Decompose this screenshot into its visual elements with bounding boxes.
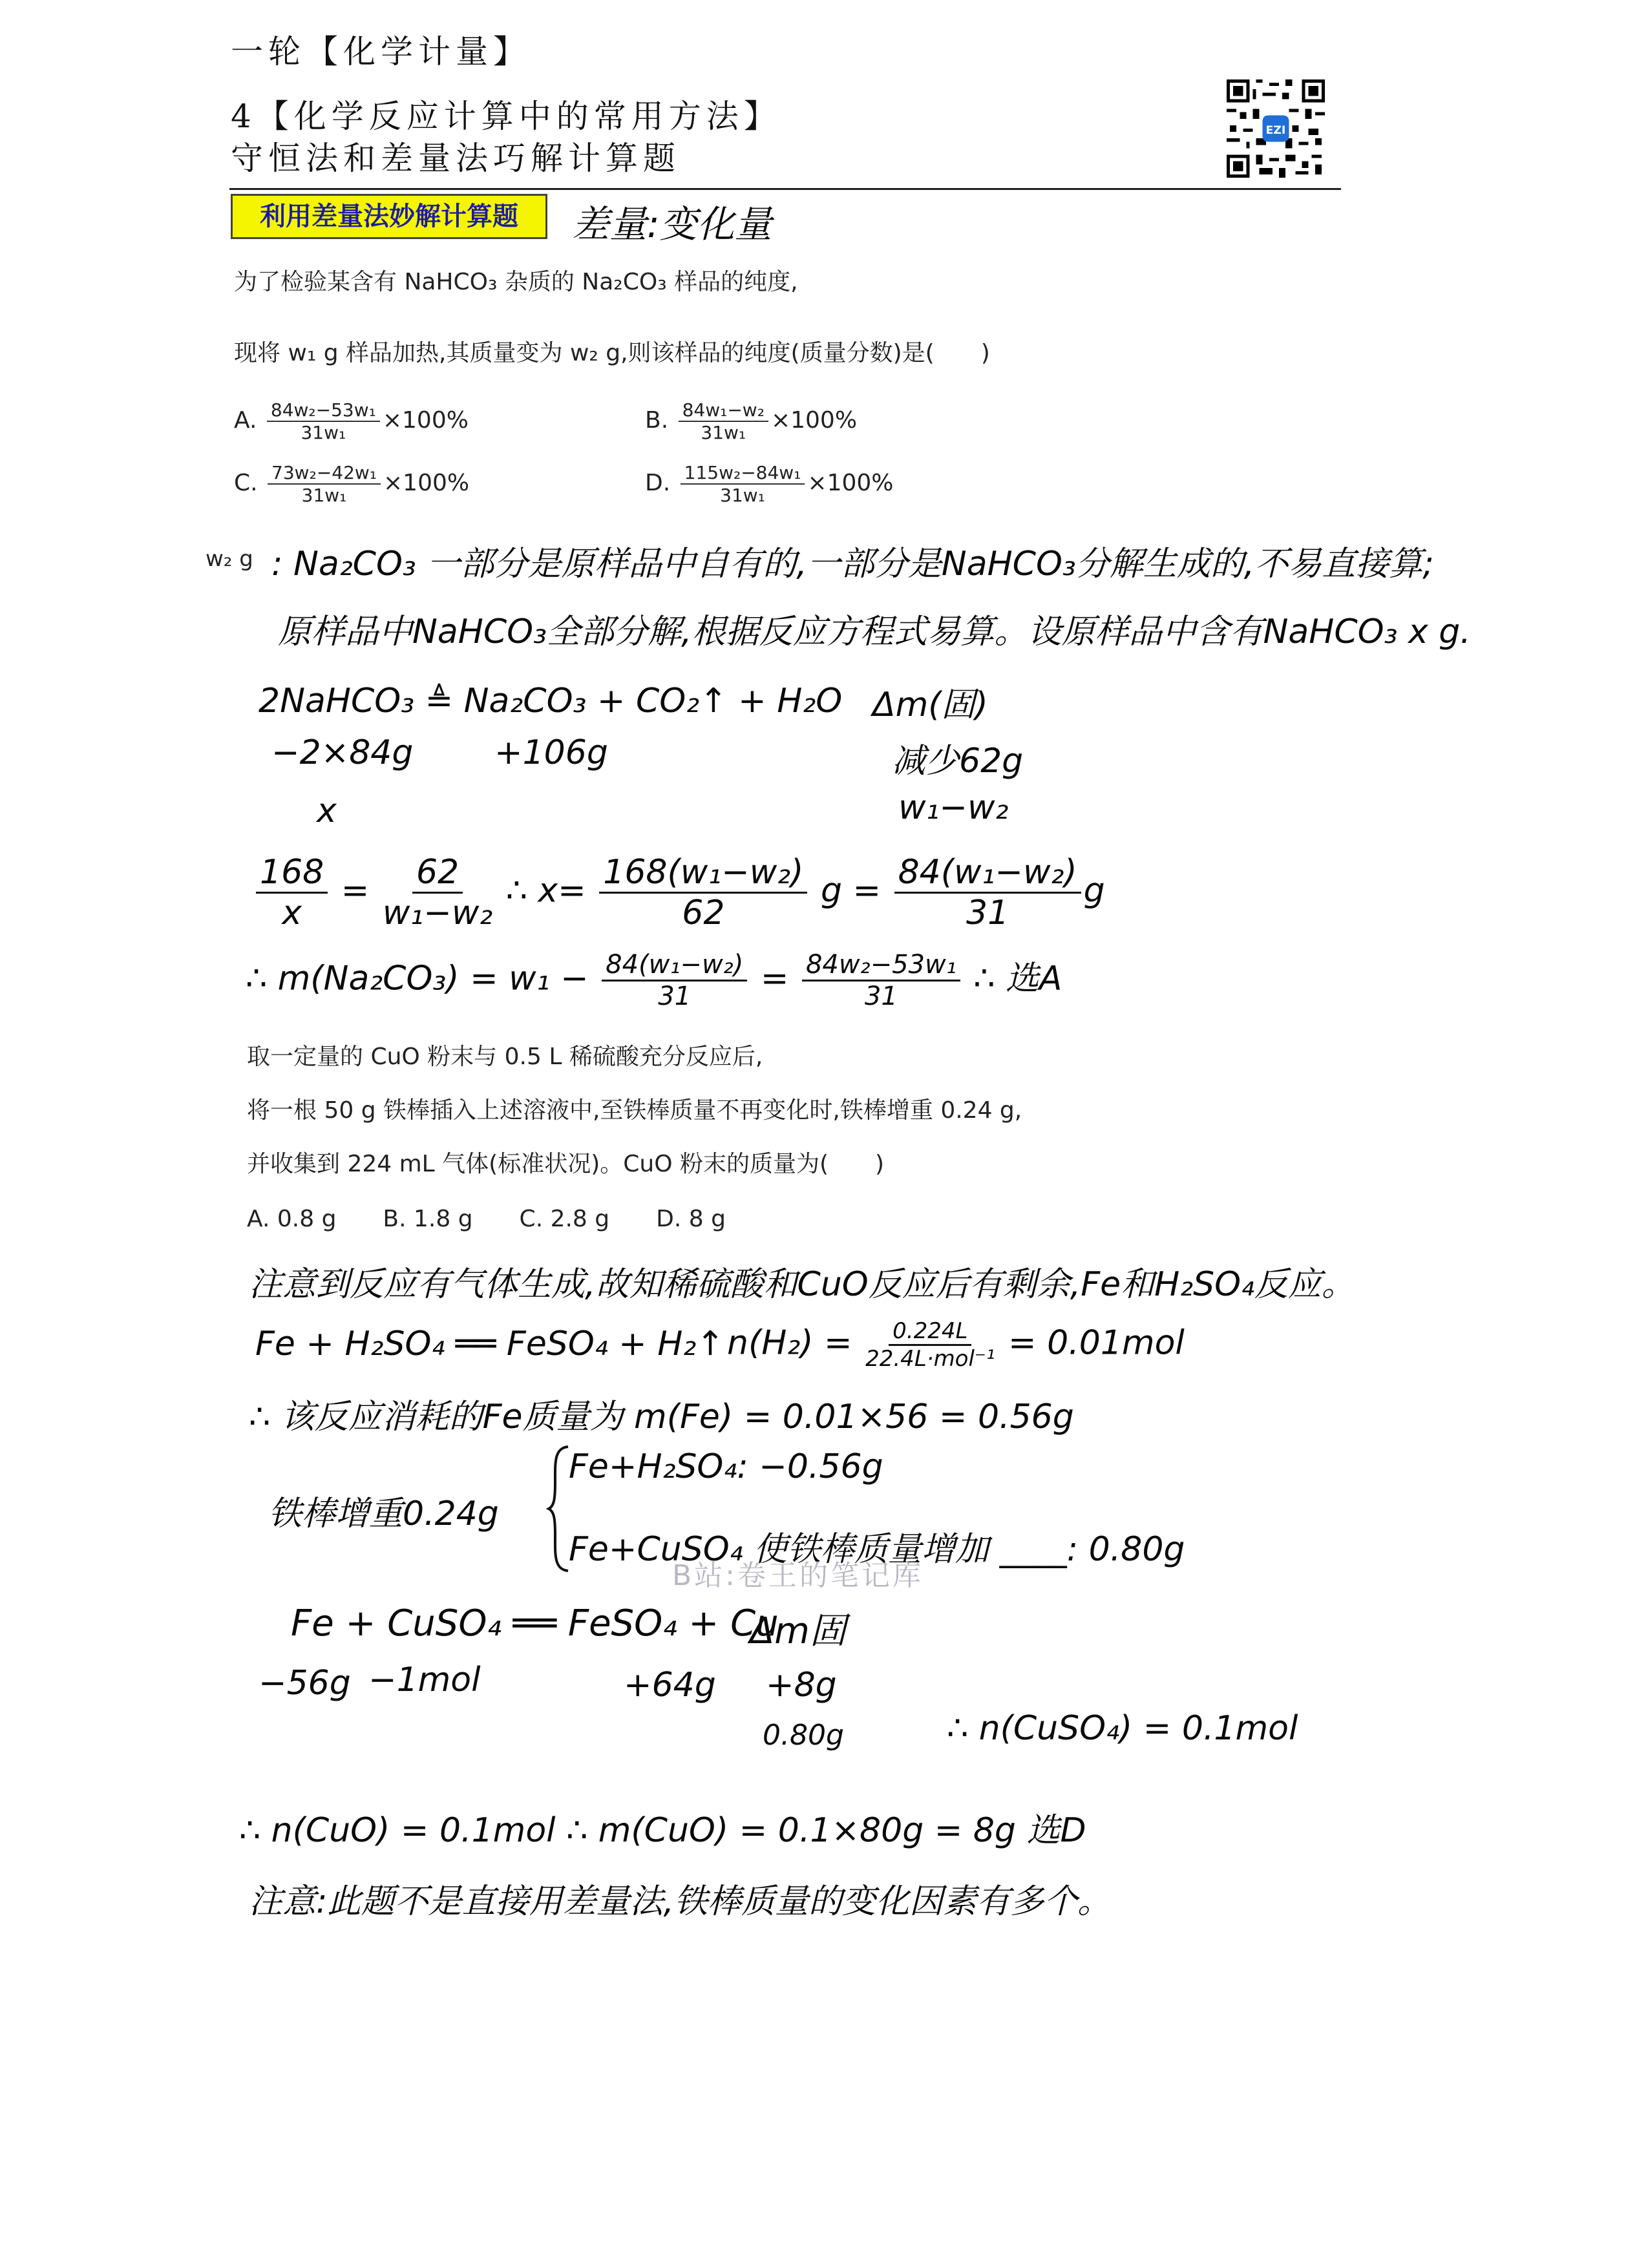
solution2-final: ∴ n(CuO) = 0.1mol ∴ m(CuO) = 0.1×80g = 8g 选D	[239, 1811, 1086, 1850]
header-divider	[229, 188, 1341, 190]
solution2-nh2: n(H₂) = $\frac{0.224L}{\text{22.4L·mol⁻¹}}$ = 0.01mol	[727, 1318, 1185, 1372]
problem1-option-b: B. $\frac{\text{84w₁−w₂}}{\text{31w₁}}$ ×100%	[645, 399, 858, 443]
solution1-equation: 2NaHCO₃ ≜ Na₂CO₃ + CO₂↑ + H₂O	[259, 682, 843, 720]
solution1-row3-c: w₁−w₂	[898, 788, 1009, 827]
topic-hand-note: 差量:变化量	[572, 202, 772, 246]
solution1-row2-a: −2×84g	[271, 733, 414, 772]
solution2-eq1: Fe + H₂SO₄ ══ FeSO₄ + H₂↑	[255, 1325, 724, 1363]
w2-label: w₂ g	[206, 546, 253, 572]
problem1-line1: 为了检验某含有 NaHCO₃ 杂质的 Na₂CO₃ 样品的纯度,	[234, 269, 798, 295]
solution2-r4: +8g	[766, 1666, 837, 1705]
lesson-subtitle: 守恒法和差量法巧解计算题	[231, 140, 681, 177]
solution2-brace-bottom: Fe+CuSO₄ 使铁棒质量增加 ____: 0.80g	[569, 1530, 1185, 1569]
solution2-consume: ∴ 该反应消耗的Fe质量为 m(Fe) = 0.01×56 = 0.56g	[249, 1398, 1074, 1436]
solution2-eq2-delta: Δm固	[750, 1610, 846, 1652]
curly-brace-icon	[546, 1444, 572, 1573]
solution1-delta: Δm(固)	[872, 686, 988, 724]
problem1-option-a: A. $\frac{\text{84w₂−53w₁}}{\text{31w₁}}$ ×100%	[234, 399, 469, 443]
lesson-title: 4【化学反应计算中的常用方法】	[231, 98, 781, 135]
solution2-r5: 0.80g	[763, 1719, 844, 1752]
solution2-r1: −56g	[259, 1664, 351, 1703]
solution2-brace-top: Fe+H₂SO₄: −0.56g	[569, 1447, 883, 1486]
solution2-r2: −1mol	[368, 1661, 481, 1699]
solution2-eq2: Fe + CuSO₄ ══ FeSO₄ + Cu	[291, 1602, 779, 1644]
problem1-line2: 现将 w₁ g 样品加热,其质量变为 w₂ g,则该样品的纯度(质量分数)是( )	[234, 340, 990, 366]
solution1-row2-b: +106g	[494, 733, 608, 772]
solution1-line1: : Na₂CO₃ 一部分是原样品中自有的,一部分是NaHCO₃分解生成的,不易直接算;	[271, 545, 1434, 583]
watermark: B站:卷王的笔记库	[672, 1559, 924, 1592]
solution2-note2: 注意:此题不是直接用差量法,铁棒质量的变化因素有多个。	[249, 1882, 1112, 1921]
solution1-line2: 原样品中NaHCO₃全部分解,根据反应方程式易算。设原样品中含有NaHCO₃ x g.	[278, 613, 1471, 651]
solution2-ncuso4: ∴ n(CuSO₄) = 0.1mol	[947, 1709, 1298, 1748]
solution2-gain-label: 铁棒增重0.24g	[268, 1495, 499, 1533]
solution1-row3-a: x	[317, 792, 337, 830]
problem2-line1: 取一定量的 CuO 粉末与 0.5 L 稀硫酸充分反应后,	[247, 1044, 763, 1070]
solution1-final: ∴ m(Na₂CO₃) = w₁ − $\frac{\text{84(w₁−w₂)}}{31}$ = $\frac{\text{84w₂−53w₁}}{31}$ ∴ 选A	[246, 950, 1062, 1011]
topic-box-label: 利用差量法妙解计算题	[260, 202, 518, 231]
problem2-line2: 将一根 50 g 铁棒插入上述溶液中,至铁棒质量不再变化时,铁棒增重 0.24 g,	[247, 1097, 1022, 1124]
problem2-line3: 并收集到 224 mL 气体(标准状况)。CuO 粉末的质量为( )	[247, 1151, 885, 1177]
series-title: 一轮【化学计量】	[231, 33, 531, 70]
problem1-option-c: C. $\frac{\text{73w₂−42w₁}}{\text{31w₁}}$ ×100%	[234, 462, 470, 506]
problem2-options: A. 0.8 g B. 1.8 g C. 2.8 g D. 8 g	[247, 1206, 726, 1232]
problem1-option-d: D. $\frac{\text{115w₂−84w₁}}{\text{31w₁}}$ ×100%	[645, 462, 894, 506]
qr-code	[1227, 78, 1325, 180]
qr-badge: EZI	[1265, 124, 1286, 138]
solution2-r3: +64g	[624, 1666, 716, 1705]
solution1-row2-c: 减少62g	[892, 742, 1024, 781]
topic-box	[231, 194, 547, 239]
solution2-note1: 注意到反应有气体生成,故知稀硫酸和CuO反应后有剩余,Fe和H₂SO₄反应。	[249, 1265, 1355, 1304]
solution1-proportion: $\frac{168}{x}$ = $\frac{62}{\text{w₁−w₂}}$ ∴ x= $\frac{\text{168(w₁−w₂)}}{62}$ g = $\frac{\text{84(w₁−w₂)}}{31}$ g	[253, 853, 1105, 932]
